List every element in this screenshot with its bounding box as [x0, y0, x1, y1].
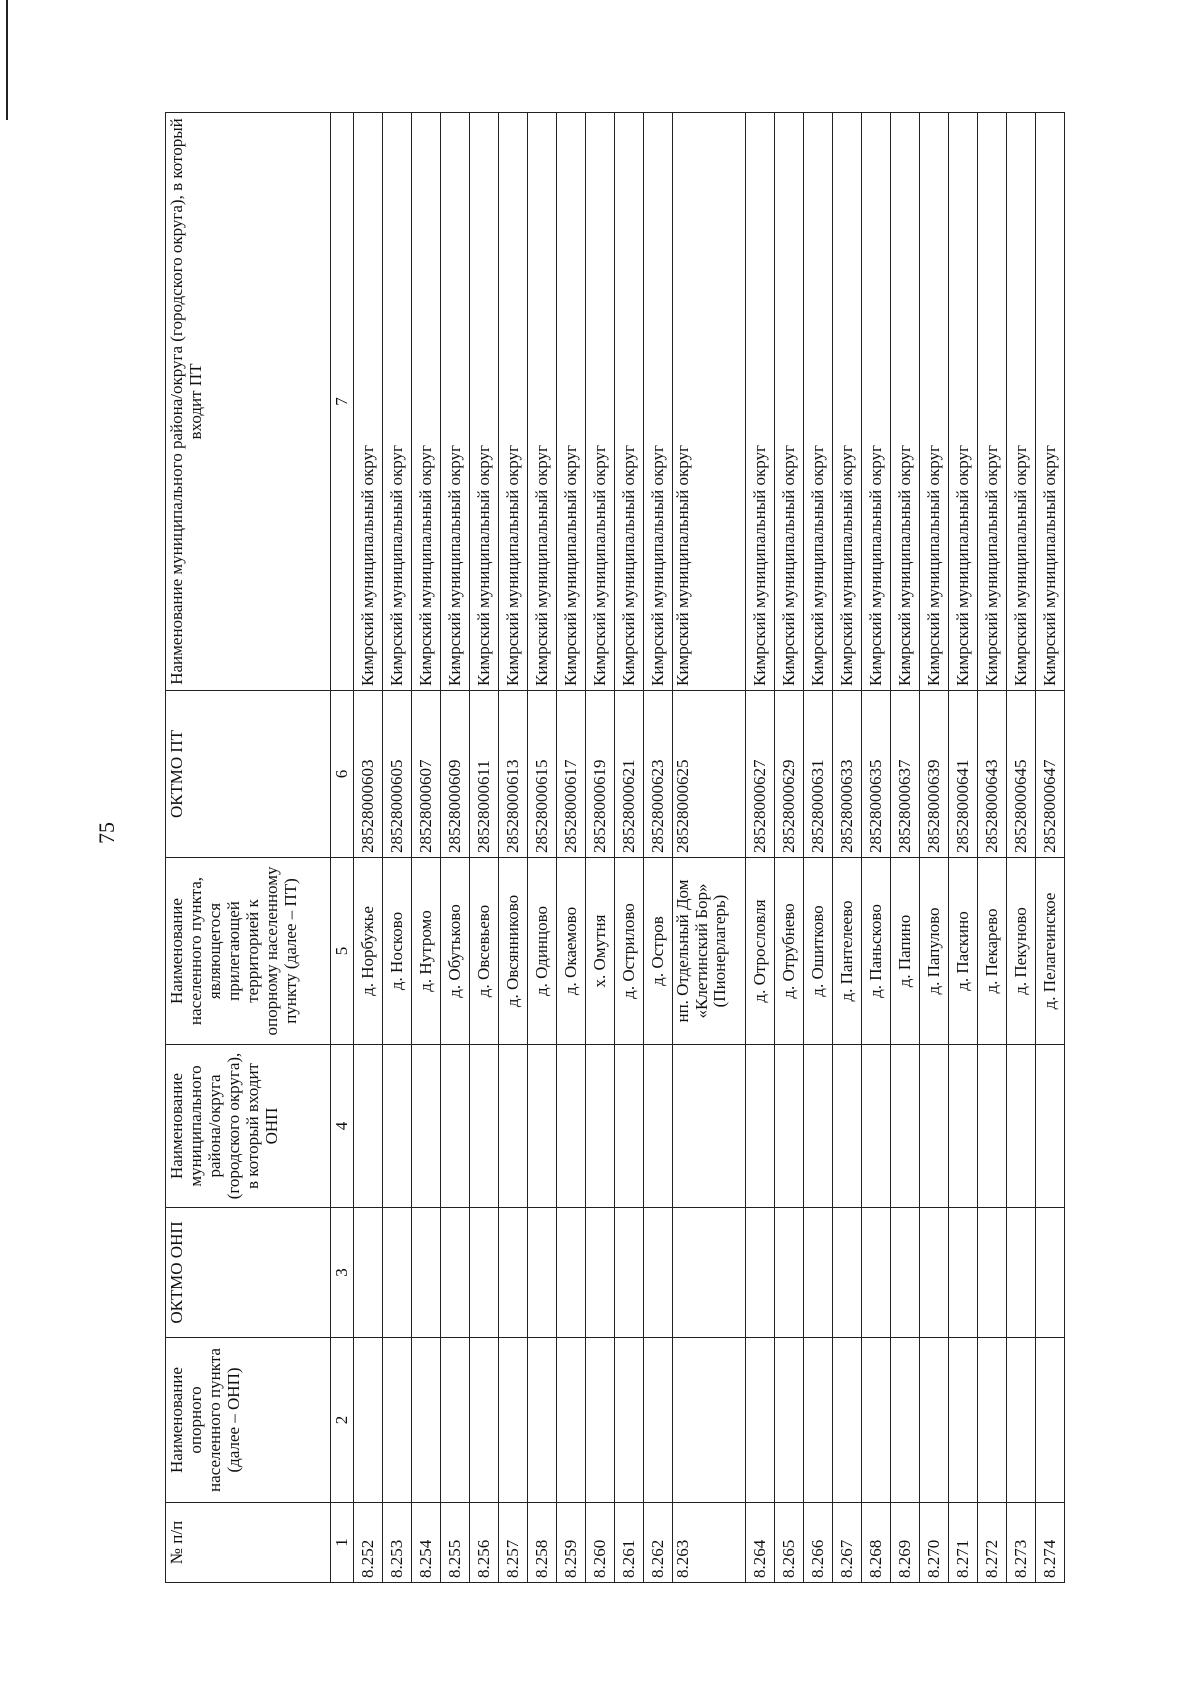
table-row — [354, 113, 383, 1583]
onp-municipality — [673, 1045, 746, 1208]
pt-name: д. Овсевьево — [470, 858, 499, 1045]
table-row — [586, 113, 615, 1583]
pt-municipality: Кимрский муниципальный округ — [862, 113, 891, 691]
oktmo-onp — [441, 1208, 470, 1338]
onp-name — [978, 1338, 1007, 1503]
header-cell: Наименование муниципального района/округа (городского округа), в который входит ПТ — [166, 113, 331, 691]
oktmo-onp — [412, 1208, 441, 1338]
row-number: 8.263 — [673, 1503, 746, 1583]
header-cell: ОКТМО ОНП — [166, 1208, 331, 1338]
table-row — [949, 113, 978, 1583]
row-number: 8.271 — [949, 1503, 978, 1583]
onp-name — [383, 1338, 412, 1503]
onp-name — [1036, 1338, 1065, 1503]
oktmo-onp — [615, 1208, 644, 1338]
onp-name — [673, 1338, 746, 1503]
pt-municipality: Кимрский муниципальный округ — [891, 113, 920, 691]
oktmo-onp — [586, 1208, 615, 1338]
table-row — [746, 113, 775, 1583]
pt-municipality: Кимрский муниципальный округ — [499, 113, 528, 691]
oktmo-onp — [862, 1208, 891, 1338]
oktmo-onp — [644, 1208, 673, 1338]
row-number: 8.267 — [833, 1503, 862, 1583]
pt-municipality: Кимрский муниципальный округ — [1007, 113, 1036, 691]
oktmo-onp — [470, 1208, 499, 1338]
row-number: 8.270 — [920, 1503, 949, 1583]
pt-name: д. Пекарево — [978, 858, 1007, 1045]
column-number: 4 — [331, 1045, 354, 1208]
onp-municipality — [833, 1045, 862, 1208]
onp-name — [354, 1338, 383, 1503]
row-number: 8.252 — [354, 1503, 383, 1583]
pt-name: д. Паскино — [949, 858, 978, 1045]
oktmo-pt: 28528000615 — [528, 691, 557, 858]
pt-name: д. Пекуново — [1007, 858, 1036, 1045]
column-number-row — [331, 113, 354, 1583]
table-row — [891, 113, 920, 1583]
column-number: 6 — [331, 691, 354, 858]
onp-municipality — [920, 1045, 949, 1208]
table-row — [833, 113, 862, 1583]
table-row — [804, 113, 833, 1583]
row-number: 8.259 — [557, 1503, 586, 1583]
table-row — [412, 113, 441, 1583]
oktmo-pt: 28528000611 — [470, 691, 499, 858]
oktmo-pt: 28528000645 — [1007, 691, 1036, 858]
table-body — [354, 113, 1065, 1583]
onp-name — [499, 1338, 528, 1503]
onp-municipality — [644, 1045, 673, 1208]
onp-name — [412, 1338, 441, 1503]
oktmo-pt: 28528000619 — [586, 691, 615, 858]
pt-name: д. Отрословля — [746, 858, 775, 1045]
pt-name: х. Омутня — [586, 858, 615, 1045]
oktmo-pt: 28528000629 — [775, 691, 804, 858]
row-number: 8.272 — [978, 1503, 1007, 1583]
table-row — [1007, 113, 1036, 1583]
oktmo-pt: 28528000617 — [557, 691, 586, 858]
pt-municipality: Кимрский муниципальный округ — [949, 113, 978, 691]
pt-name: д. Папино — [891, 858, 920, 1045]
oktmo-pt: 28528000631 — [804, 691, 833, 858]
header-row — [166, 113, 331, 1583]
onp-name — [528, 1338, 557, 1503]
onp-municipality — [615, 1045, 644, 1208]
row-number: 8.274 — [1036, 1503, 1065, 1583]
onp-name — [775, 1338, 804, 1503]
onp-name — [644, 1338, 673, 1503]
row-number: 8.256 — [470, 1503, 499, 1583]
row-number: 8.261 — [615, 1503, 644, 1583]
onp-name — [920, 1338, 949, 1503]
table-row — [978, 113, 1007, 1583]
onp-municipality — [557, 1045, 586, 1208]
onp-name — [949, 1338, 978, 1503]
onp-municipality — [1007, 1045, 1036, 1208]
onp-municipality — [978, 1045, 1007, 1208]
onp-name — [586, 1338, 615, 1503]
row-number: 8.266 — [804, 1503, 833, 1583]
pt-municipality: Кимрский муниципальный округ — [644, 113, 673, 691]
oktmo-pt: 28528000609 — [441, 691, 470, 858]
table-row — [673, 113, 746, 1583]
rotated-table-container — [165, 113, 1067, 1583]
oktmo-onp — [949, 1208, 978, 1338]
oktmo-pt: 28528000627 — [746, 691, 775, 858]
pt-municipality: Кимрский муниципальный округ — [441, 113, 470, 691]
column-number: 2 — [331, 1338, 354, 1503]
oktmo-onp — [557, 1208, 586, 1338]
row-number: 8.268 — [862, 1503, 891, 1583]
row-number: 8.273 — [1007, 1503, 1036, 1583]
oktmo-onp — [978, 1208, 1007, 1338]
header-cell: ОКТМО ПТ — [166, 691, 331, 858]
pt-name: д. Окаемово — [557, 858, 586, 1045]
oktmo-onp — [920, 1208, 949, 1338]
table-row — [383, 113, 412, 1583]
pt-name: д. Папулово — [920, 858, 949, 1045]
oktmo-pt: 28528000643 — [978, 691, 1007, 858]
pt-municipality: Кимрский муниципальный округ — [383, 113, 412, 691]
oktmo-pt: 28528000641 — [949, 691, 978, 858]
table-row — [470, 113, 499, 1583]
pt-name: д. Пелагеинское — [1036, 858, 1065, 1045]
onp-name — [557, 1338, 586, 1503]
pt-name: д. Острилово — [615, 858, 644, 1045]
row-number: 8.262 — [644, 1503, 673, 1583]
pt-name: нп. Отдельный Дом «Клетинский Бор» (Пионерлагерь) — [673, 858, 746, 1045]
onp-name — [1007, 1338, 1036, 1503]
oktmo-onp — [673, 1208, 746, 1338]
oktmo-onp — [1036, 1208, 1065, 1338]
oktmo-pt: 28528000603 — [354, 691, 383, 858]
onp-name — [804, 1338, 833, 1503]
header-cell: Наименование опорного населенного пункта (далее – ОНП) — [166, 1338, 331, 1503]
column-number: 7 — [331, 113, 354, 691]
onp-municipality — [412, 1045, 441, 1208]
pt-municipality: Кимрский муниципальный округ — [354, 113, 383, 691]
oktmo-onp — [891, 1208, 920, 1338]
oktmo-pt: 28528000613 — [499, 691, 528, 858]
onp-name — [470, 1338, 499, 1503]
table-row — [1036, 113, 1065, 1583]
pt-name: д. Овсянниково — [499, 858, 528, 1045]
table-row — [920, 113, 949, 1583]
onp-municipality — [891, 1045, 920, 1208]
oktmo-pt: 28528000635 — [862, 691, 891, 858]
pt-municipality: Кимрский муниципальный округ — [470, 113, 499, 691]
column-number: 1 — [331, 1503, 354, 1583]
oktmo-pt: 28528000637 — [891, 691, 920, 858]
oktmo-pt: 28528000605 — [383, 691, 412, 858]
pt-name: д. Обутьково — [441, 858, 470, 1045]
table-row — [862, 113, 891, 1583]
table-row — [441, 113, 470, 1583]
onp-municipality — [746, 1045, 775, 1208]
pt-municipality: Кимрский муниципальный округ — [804, 113, 833, 691]
onp-municipality — [441, 1045, 470, 1208]
onp-municipality — [354, 1045, 383, 1208]
pt-municipality: Кимрский муниципальный округ — [833, 113, 862, 691]
header-cell: № п/п — [166, 1503, 331, 1583]
pt-municipality: Кимрский муниципальный округ — [586, 113, 615, 691]
scan-edge-line — [6, 0, 8, 120]
row-number: 8.253 — [383, 1503, 412, 1583]
oktmo-onp — [746, 1208, 775, 1338]
row-number: 8.254 — [412, 1503, 441, 1583]
table-row — [528, 113, 557, 1583]
oktmo-onp — [775, 1208, 804, 1338]
oktmo-pt: 28528000633 — [833, 691, 862, 858]
row-number: 8.257 — [499, 1503, 528, 1583]
pt-municipality: Кимрский муниципальный округ — [557, 113, 586, 691]
oktmo-onp — [1007, 1208, 1036, 1338]
onp-municipality — [949, 1045, 978, 1208]
table-row — [775, 113, 804, 1583]
row-number: 8.264 — [746, 1503, 775, 1583]
row-number: 8.260 — [586, 1503, 615, 1583]
pt-municipality: Кимрский муниципальный округ — [978, 113, 1007, 691]
pt-name: д. Норбужье — [354, 858, 383, 1045]
pt-municipality: Кимрский муниципальный округ — [615, 113, 644, 691]
pt-name: д. Нутромо — [412, 858, 441, 1045]
table-row — [557, 113, 586, 1583]
pt-name: д. Одинцово — [528, 858, 557, 1045]
settlements-table — [165, 112, 1065, 1583]
onp-municipality — [470, 1045, 499, 1208]
table-row — [499, 113, 528, 1583]
onp-municipality — [804, 1045, 833, 1208]
pt-name: д. Паньсково — [862, 858, 891, 1045]
oktmo-pt: 28528000623 — [644, 691, 673, 858]
onp-municipality — [775, 1045, 804, 1208]
pt-name: д. Носково — [383, 858, 412, 1045]
table-row — [644, 113, 673, 1583]
onp-name — [441, 1338, 470, 1503]
pt-name: д. Ошитково — [804, 858, 833, 1045]
pt-municipality: Кимрский муниципальный округ — [528, 113, 557, 691]
pt-municipality: Кимрский муниципальный округ — [775, 113, 804, 691]
oktmo-onp — [354, 1208, 383, 1338]
row-number: 8.265 — [775, 1503, 804, 1583]
header-cell: Наименование муниципального района/округа (городского округа), в который входит ОНП — [166, 1045, 331, 1208]
onp-name — [615, 1338, 644, 1503]
oktmo-pt: 28528000621 — [615, 691, 644, 858]
oktmo-onp — [833, 1208, 862, 1338]
onp-municipality — [862, 1045, 891, 1208]
pt-municipality: Кимрский муниципальный округ — [673, 113, 746, 691]
table-row — [615, 113, 644, 1583]
pt-municipality: Кимрский муниципальный округ — [746, 113, 775, 691]
header-cell: Наименование населенного пункта, являющегося прилегающей территорией к опорному населенному пункту (далее – ПТ) — [166, 858, 331, 1045]
oktmo-pt: 28528000625 — [673, 691, 746, 858]
onp-name — [746, 1338, 775, 1503]
oktmo-pt: 28528000607 — [412, 691, 441, 858]
oktmo-onp — [383, 1208, 412, 1338]
oktmo-onp — [499, 1208, 528, 1338]
pt-municipality: Кимрский муниципальный округ — [1036, 113, 1065, 691]
oktmo-pt: 28528000647 — [1036, 691, 1065, 858]
row-number: 8.258 — [528, 1503, 557, 1583]
oktmo-onp — [528, 1208, 557, 1338]
onp-name — [833, 1338, 862, 1503]
pt-municipality: Кимрский муниципальный округ — [920, 113, 949, 691]
onp-municipality — [586, 1045, 615, 1208]
pt-municipality: Кимрский муниципальный округ — [412, 113, 441, 691]
onp-municipality — [528, 1045, 557, 1208]
pt-name: д. Отрубнево — [775, 858, 804, 1045]
onp-municipality — [383, 1045, 412, 1208]
row-number: 8.255 — [441, 1503, 470, 1583]
oktmo-onp — [804, 1208, 833, 1338]
onp-name — [891, 1338, 920, 1503]
row-number: 8.269 — [891, 1503, 920, 1583]
onp-municipality — [1036, 1045, 1065, 1208]
column-number: 3 — [331, 1208, 354, 1338]
oktmo-pt: 28528000639 — [920, 691, 949, 858]
column-number: 5 — [331, 858, 354, 1045]
pt-name: д. Пантелеево — [833, 858, 862, 1045]
page-number: 75 — [94, 822, 119, 844]
onp-municipality — [499, 1045, 528, 1208]
pt-name: д. Остров — [644, 858, 673, 1045]
onp-name — [862, 1338, 891, 1503]
